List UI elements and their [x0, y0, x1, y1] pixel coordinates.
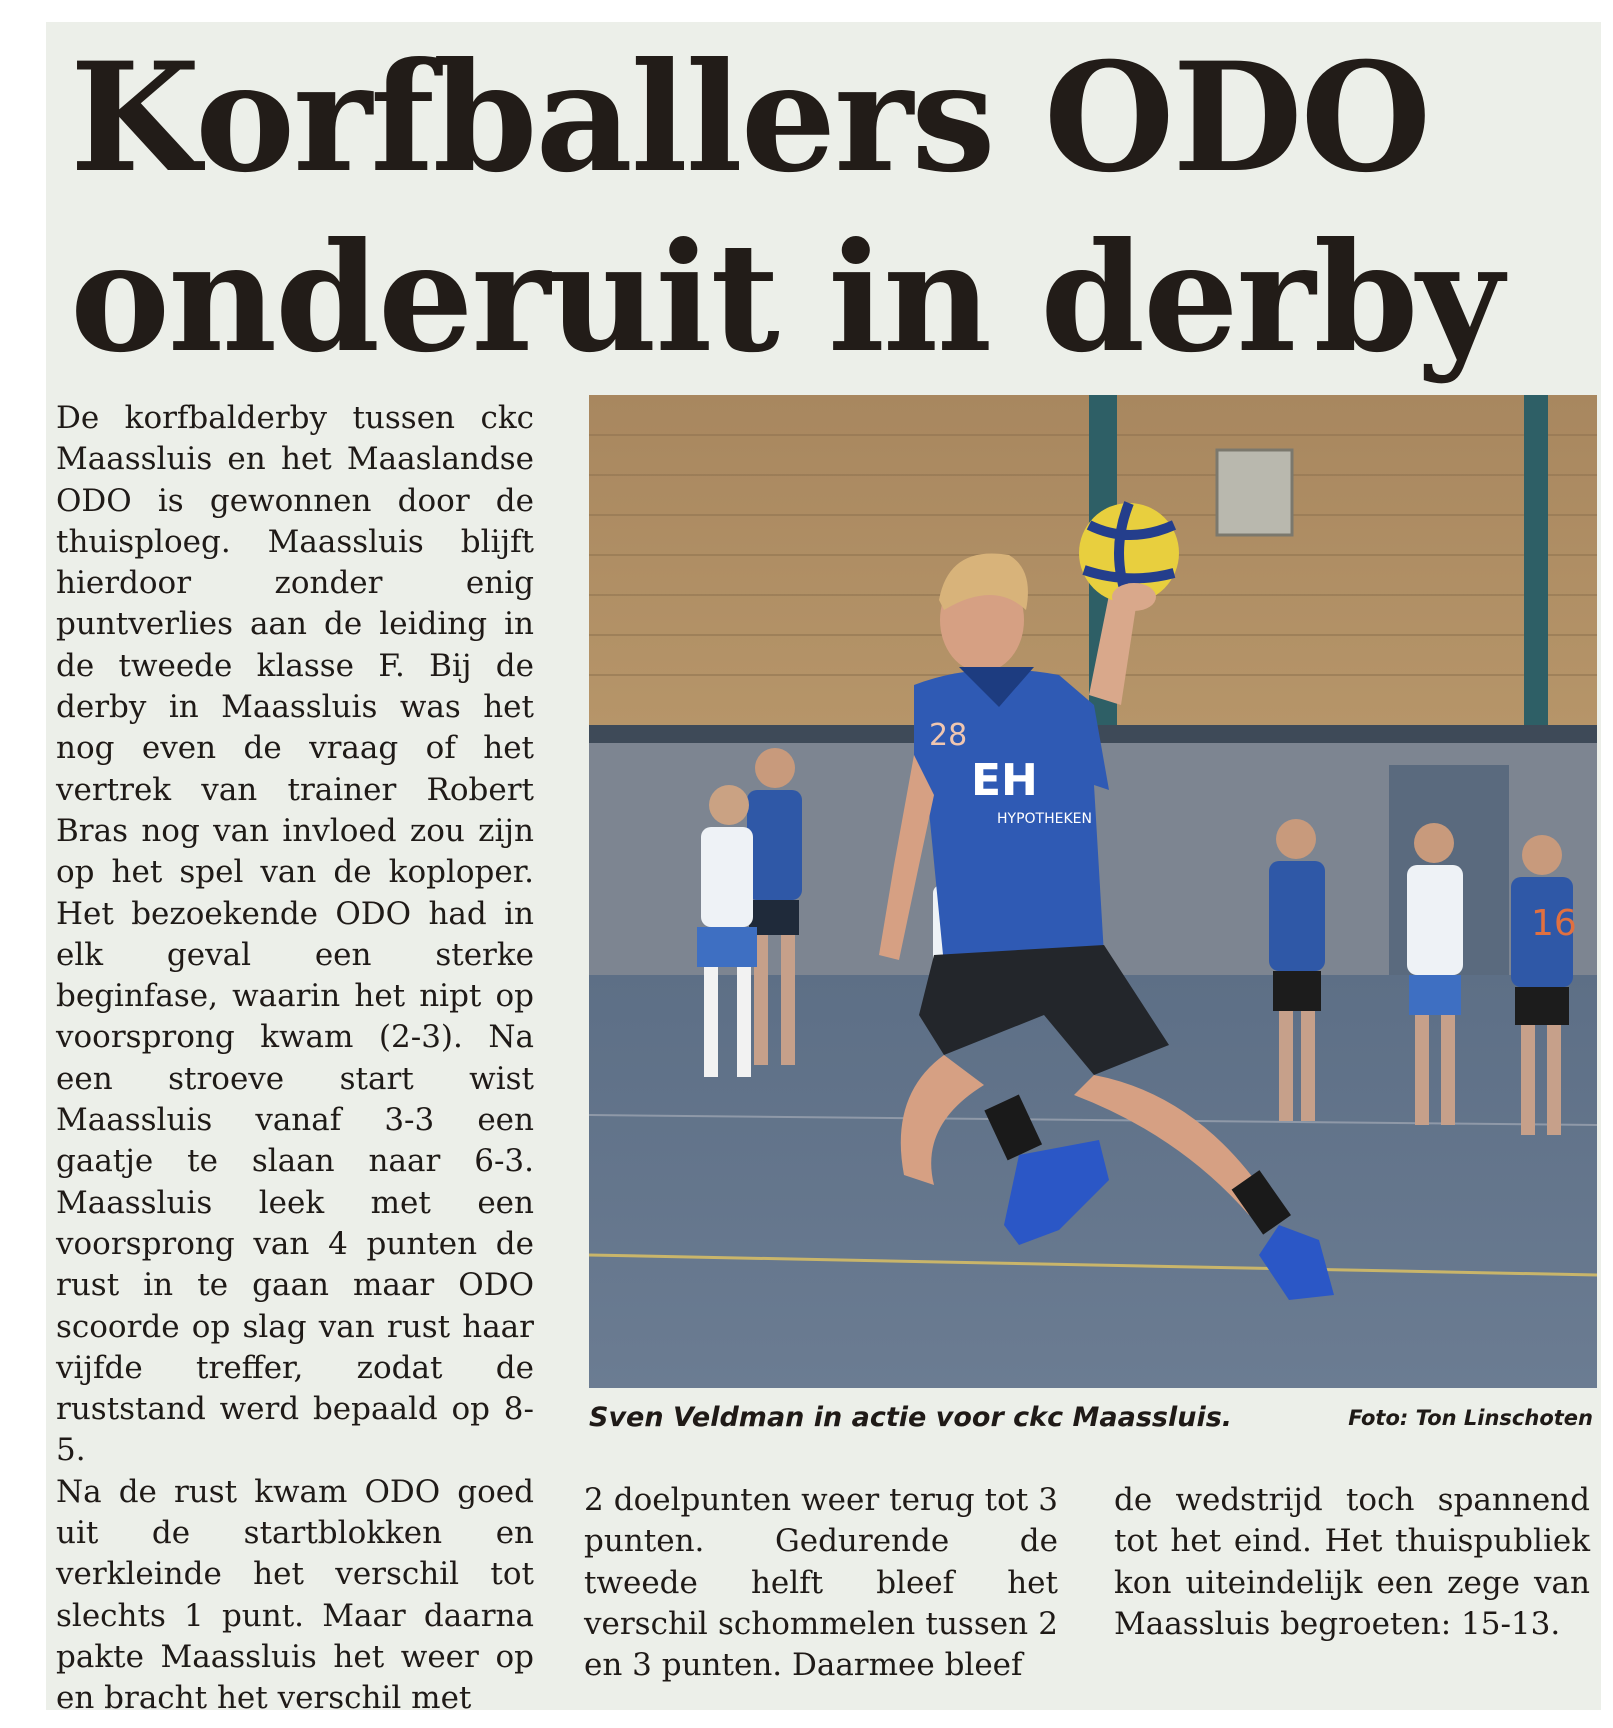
- sponsor-logo: EH: [971, 755, 1038, 806]
- sponsor-text: HYPOTHEKEN: [997, 811, 1092, 827]
- paragraph: De korfbalderby tussen ckc Maassluis en het Maaslandse ODO is gewonnen door de thuisploeg. Maassluis blijft hierdoor zonder enig puntverlies aan de leiding in de tweede klasse F. Bij de derby in Maassluis was het nog even de vraag of het vertrek van trainer Robert Bras nog van invloed zou zijn op het spel van de koploper. Het bezoekende ODO had in elk geval een sterke beginfase, waarin het nipt op voorsprong kwam (2-3). Na een stroeve start wist Maassluis vanaf 3-3 een gaatje te slaan naar 6-3. Maassluis leek met een voorsprong van 4 punten de rust in te gaan maar ODO scoorde op slag van rust haar vijfde treffer, zodat de ruststand werd bepaald op 8-5.: [56, 400, 534, 1469]
- jersey-number: 28: [929, 718, 968, 753]
- paragraph: de wedstrijd toch spannend tot het eind. Het thuispubliek kon uiteindelijk een zege van Maassluis begroeten: 15-13.: [1114, 1482, 1590, 1642]
- korfball-player-photo: [589, 395, 1597, 1388]
- wall-pillar: [1524, 395, 1548, 725]
- article-headline: [70, 28, 1502, 388]
- paragraph: 2 doelpunten weer terug tot 3 punten. Gedurende de tweede helft bleef het verschil schommelen tussen 2 en 3 punten. Daarmee bleef: [584, 1482, 1058, 1684]
- article-photo: [589, 395, 1597, 1388]
- article-column-3: [1114, 1480, 1590, 1645]
- paragraph: Na de rust kwam ODO goed uit de startblokken en verkleinde het verschil tot slechts 1 punt. Maar daarna pakte Maassluis het weer op en bracht het verschil met: [56, 1473, 534, 1717]
- article-column-1: [56, 398, 534, 1720]
- background-jersey-number: 16: [1531, 903, 1577, 944]
- photo-caption-bar: [589, 1402, 1597, 1442]
- article-column-2: [584, 1480, 1058, 1686]
- wall-heater: [1217, 450, 1292, 535]
- headline-line-2: onderuit in derby: [70, 210, 1502, 386]
- photo-credit: Foto: Ton Linschoten: [1348, 1406, 1593, 1430]
- photo-caption: Sven Veldman in actie voor ckc Maassluis.: [589, 1402, 1233, 1433]
- headline-line-1: Korfballers ODO: [70, 30, 1430, 206]
